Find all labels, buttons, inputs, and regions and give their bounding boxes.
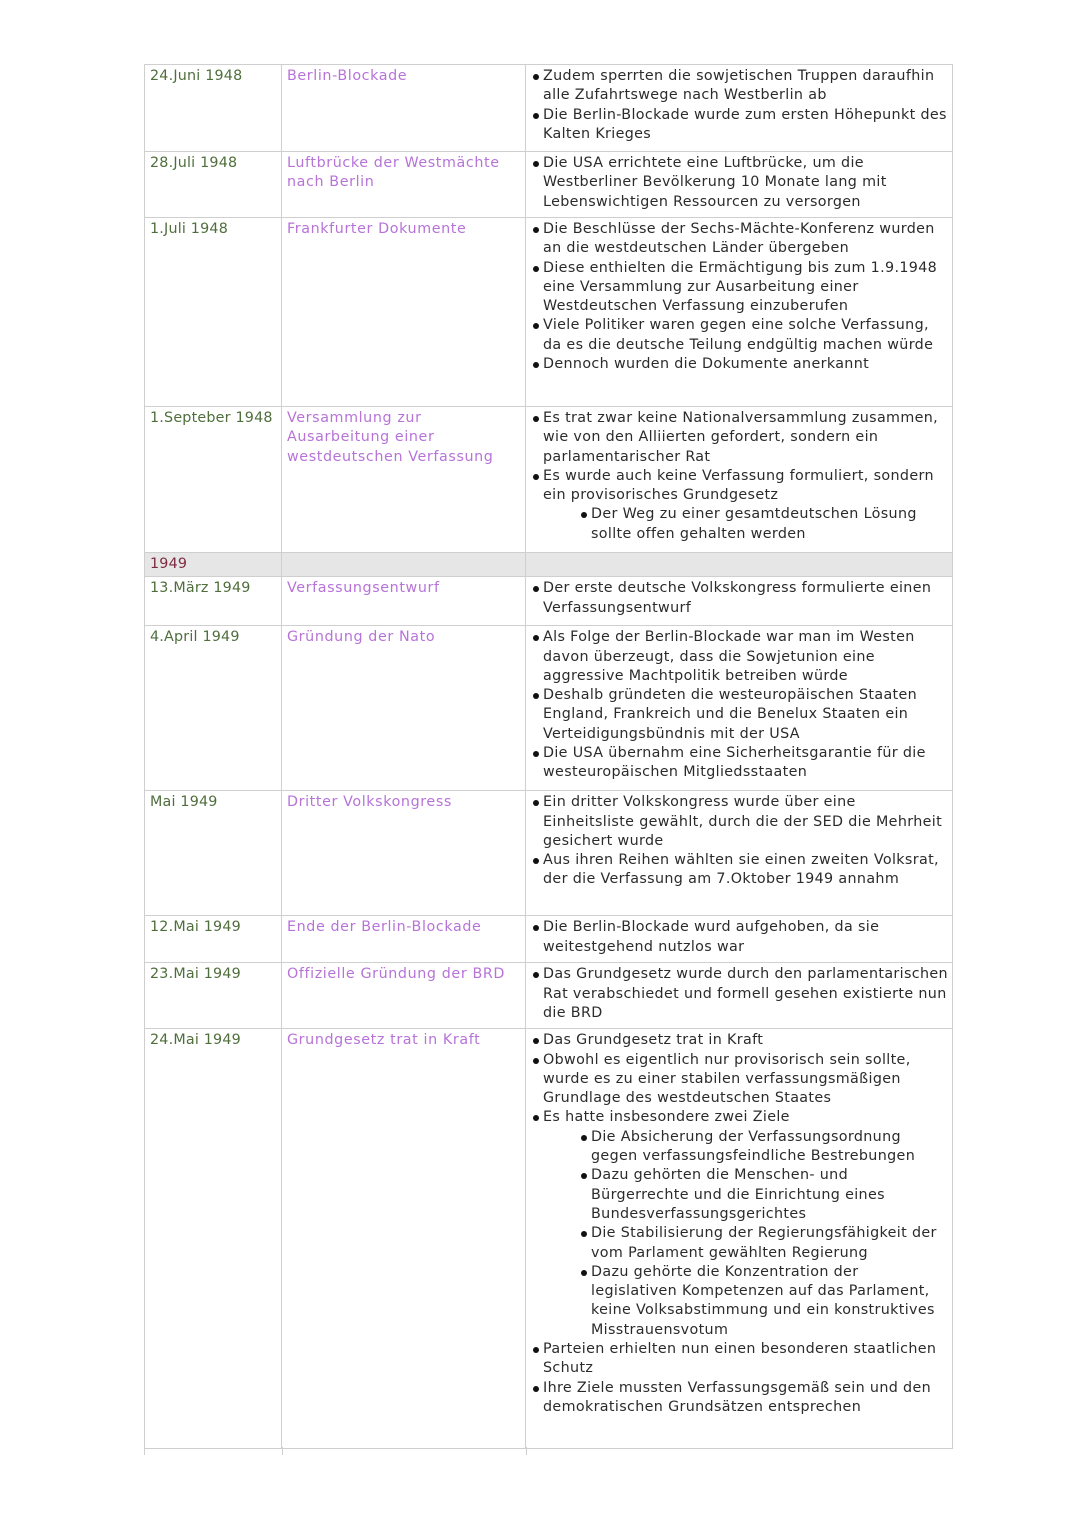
timeline-row	[145, 577, 953, 626]
bullet-point: Deshalb gründeten die westeuropäischen Staaten England, Frankreich und die Benelux Staaten ein Verteidigungsbündnis mit der USA	[531, 686, 948, 744]
row-description	[526, 407, 953, 553]
row-event: Versammlung zur Ausarbeitung einer westdeutschen Verfassung	[282, 407, 526, 553]
bullet-point: Obwohl es eigentlich nur provisorisch sein sollte, wurde es zu einer stabilen verfassungsmäßigen Grundlage des westdeutschen Staates	[531, 1051, 948, 1109]
bullet-point: Als Folge der Berlin-Blockade war man im Westen davon überzeugt, dass die Sowjetunion eine aggressive Machtpolitik betreiben würde	[531, 628, 948, 686]
timeline-body	[145, 65, 953, 1449]
timeline-row	[145, 218, 953, 407]
row-date: 28.Juli 1948	[145, 152, 282, 218]
timeline-row	[145, 916, 953, 963]
row-date: 24.Mai 1949	[145, 1029, 282, 1449]
bullet-point: Der erste deutsche Volkskongress formulierte einen Verfassungsentwurf	[531, 579, 948, 618]
sub-bullet-point: Der Weg zu einer gesamtdeutschen Lösung sollte offen gehalten werden	[579, 505, 948, 544]
bullet-point: Viele Politiker waren gegen eine solche Verfassung, da es die deutsche Teilung endgültig machen würde	[531, 316, 948, 355]
bullet-point: Die Beschlüsse der Sechs-Mächte-Konferenz wurden an die westdeutschen Länder übergeben	[531, 220, 948, 259]
bullet-point: Die Berlin-Blockade wurd aufgehoben, da sie weitestgehend nutzlos war	[531, 918, 948, 957]
bullet-point: Die USA übernahm eine Sicherheitsgarantie für die westeuropäischen Mitgliedsstaaten	[531, 744, 948, 783]
bullet-point: Das Grundgesetz trat in Kraft	[531, 1031, 948, 1050]
row-date: 1.Septeber 1948	[145, 407, 282, 553]
timeline-row	[145, 626, 953, 791]
row-event: Grundgesetz trat in Kraft	[282, 1029, 526, 1449]
timeline-row	[145, 407, 953, 553]
timeline-table	[144, 64, 953, 1449]
row-event: Verfassungsentwurf	[282, 577, 526, 626]
year-label: 1949	[145, 553, 282, 577]
row-date: Mai 1949	[145, 791, 282, 916]
sub-bullet-point: Dazu gehörten die Menschen- und Bürgerrechte und die Einrichtung eines Bundesverfassungsgerichtes	[579, 1166, 948, 1224]
bullet-point: Parteien erhielten nun einen besonderen staatlichen Schutz	[531, 1340, 948, 1379]
row-description	[526, 916, 953, 963]
bullet-point: Aus ihren Reihen wählten sie einen zweiten Volksrat, der die Verfassung am 7.Oktober 1949 annahm	[531, 851, 948, 890]
bullet-point: Ein dritter Volkskongress wurde über eine Einheitsliste gewählt, durch die der SED die Mehrheit gesichert wurde	[531, 793, 948, 851]
row-date: 23.Mai 1949	[145, 963, 282, 1029]
timeline-row	[145, 152, 953, 218]
row-date: 4.April 1949	[145, 626, 282, 791]
year-separator-row	[145, 553, 953, 577]
row-description	[526, 65, 953, 152]
row-event: Dritter Volkskongress	[282, 791, 526, 916]
row-event: Gründung der Nato	[282, 626, 526, 791]
row-description	[526, 963, 953, 1029]
row-event: Frankfurter Dokumente	[282, 218, 526, 407]
bullet-point: Das Grundgesetz wurde durch den parlamentarischen Rat verabschiedet und formell gesehen existierte nun die BRD	[531, 965, 948, 1023]
row-description	[526, 1029, 953, 1449]
row-event: Berlin-Blockade	[282, 65, 526, 152]
bullet-point	[531, 467, 948, 544]
row-description	[526, 791, 953, 916]
bullet-point: Ihre Ziele mussten Verfassungsgemäß sein und den demokratischen Grundsätzen entsprechen	[531, 1379, 948, 1418]
row-event: Luftbrücke der Westmächte nach Berlin	[282, 152, 526, 218]
timeline-row	[145, 1029, 953, 1449]
bullet-point: Zudem sperrten die sowjetischen Truppen daraufhin alle Zufahrtswege nach Westberlin ab	[531, 67, 948, 106]
row-description	[526, 626, 953, 791]
row-date: 13.März 1949	[145, 577, 282, 626]
bullet-point: Die Berlin-Blockade wurde zum ersten Höhepunkt des Kalten Krieges	[531, 106, 948, 145]
sub-bullet-point: Die Absicherung der Verfassungsordnung gegen verfassungsfeindliche Bestrebungen	[579, 1128, 948, 1167]
bullet-point: Diese enthielten die Ermächtigung bis zum 1.9.1948 eine Versammlung zur Ausarbeitung einer Westdeutschen Verfassung einzuberufen	[531, 259, 948, 317]
bullet-point: Es trat zwar keine Nationalversammlung zusammen, wie von den Alliierten gefordert, sondern ein parlamentarischer Rat	[531, 409, 948, 467]
table-continuation	[144, 1447, 527, 1455]
bullet-point: Dennoch wurden die Dokumente anerkannt	[531, 355, 948, 374]
timeline-row	[145, 65, 953, 152]
sub-bullet-point: Dazu gehörte die Konzentration der legislativen Kompetenzen auf das Parlament, keine Volksabstimmung und ein konstruktives Misstrauensvotum	[579, 1263, 948, 1340]
row-event: Ende der Berlin-Blockade	[282, 916, 526, 963]
bullet-text: Es wurde auch keine Verfassung formuliert, sondern ein provisorisches Grundgesetz	[543, 467, 934, 504]
row-description	[526, 218, 953, 407]
row-date: 1.Juli 1948	[145, 218, 282, 407]
timeline-row	[145, 791, 953, 916]
row-description	[526, 152, 953, 218]
bullet-text: Es hatte insbesondere zwei Ziele	[543, 1109, 790, 1126]
timeline-row	[145, 963, 953, 1029]
bullet-point: Die USA errichtete eine Luftbrücke, um die Westberliner Bevölkerung 10 Monate lang mit Lebenswichtigen Ressourcen zu versorgen	[531, 154, 948, 212]
row-description	[526, 577, 953, 626]
sub-bullet-point: Die Stabilisierung der Regierungsfähigkeit der vom Parlament gewählten Regierung	[579, 1224, 948, 1263]
bullet-point	[531, 1108, 948, 1340]
row-event: Offizielle Gründung der BRD	[282, 963, 526, 1029]
row-date: 24.Juni 1948	[145, 65, 282, 152]
row-date: 12.Mai 1949	[145, 916, 282, 963]
